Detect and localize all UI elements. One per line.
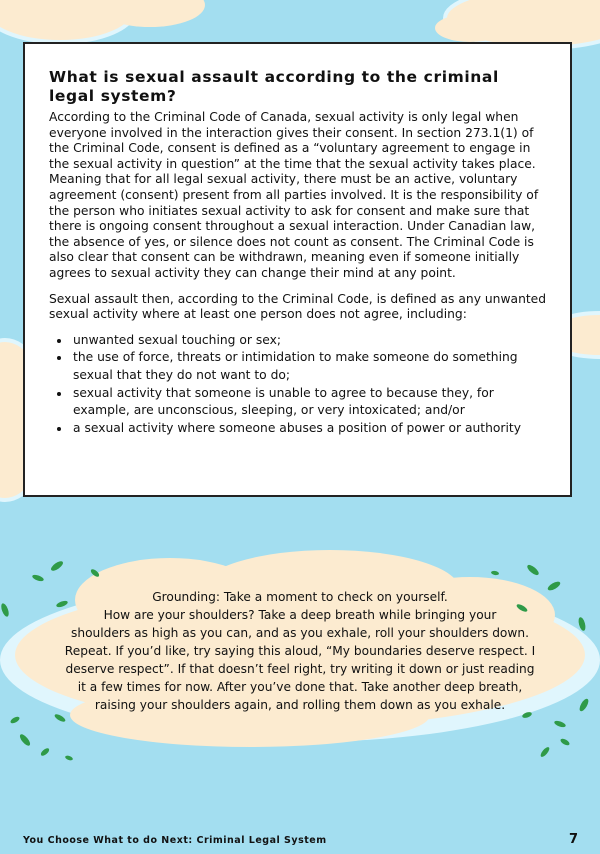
grounding-line: How are your shoulders? Take a deep breath while bringing your: [103, 608, 497, 622]
leaf-icon: [18, 733, 32, 748]
leaf-icon: [40, 747, 51, 757]
card-paragraph-definition: Sexual assault then, according to the Criminal Code, is defined as any unwanted sexual activity where at least one person does not agree, including:: [49, 291, 547, 322]
grounding-line: Repeat. If you’d like, try saying this aloud, “My boundaries deserve respect. I: [64, 644, 536, 658]
bullet-item: • sexual activity that someone is unable to agree to because they, for example, are unconscious, sleeping, or very intoxicated; and/or: [71, 385, 550, 420]
leaf-icon: [32, 574, 45, 583]
leaf-icon: [54, 713, 67, 723]
cloud-top-right: [435, 0, 600, 48]
footer-title: You Choose What to do Next: Criminal Legal System: [23, 835, 327, 846]
bullet-item: • a sexual activity where someone abuses a position of power or authority: [71, 420, 550, 438]
leaf-icon: [577, 616, 586, 631]
leaf-icon: [539, 746, 551, 758]
leaf-icon: [526, 563, 541, 577]
grounding-line: raising your shoulders again, and rolling them down as you exhale.: [94, 698, 506, 712]
leaf-icon: [554, 720, 567, 729]
grounding-exercise: [40, 588, 560, 714]
grounding-line: Grounding: Take a moment to check on yourself.: [152, 590, 448, 604]
leaf-icon: [9, 715, 20, 724]
info-card: [23, 42, 572, 497]
leaf-icon: [578, 697, 590, 712]
grounding-line: deserve respect”. If that doesn’t feel right, try writing it down or just reading: [65, 662, 535, 676]
leaf-icon: [559, 737, 570, 746]
bullet-item: • the use of force, threats or intimidation to make someone do something sexual that they do not want to do;: [71, 349, 550, 384]
leaf-icon: [491, 570, 500, 575]
grounding-line: shoulders as high as you can, and as you exhale, roll your shoulders down.: [71, 626, 529, 640]
bullet-list: [49, 332, 550, 438]
grounding-line: it a few times for now. After you’ve done that. Take another deep breath,: [77, 680, 523, 694]
cloud-top-left: [0, 0, 205, 42]
leaf-icon: [0, 602, 10, 617]
leaf-icon: [50, 560, 65, 573]
card-paragraph-consent: According to the Criminal Code of Canada, sexual activity is only legal when everyone involved in the interaction gives their consent. In section 273.1(1) of the Criminal Code, consent is defined as a “voluntary agreement to engage in the sexual activity in question” at the time that the sexual activity takes place. Meaning that for all legal sexual activity, there must be an active, voluntary agreement (consent) present from all parties involved. It is the responsibility of the person who initiates sexual activity to ask for consent and make sure that there is ongoing consent throughout a sexual interaction. Under Canadian law, the absence of yes, or silence does not count as consent. The Criminal Code is also clear that consent can be withdrawn, meaning even if someone initially agrees to sexual activity they can change their mind at any point.: [49, 110, 539, 280]
card-heading: What is sexual assault according to the criminal legal system?: [49, 68, 499, 105]
bullet-item: • unwanted sexual touching or sex;: [71, 332, 550, 350]
page-number: 7: [568, 832, 578, 847]
leaf-icon: [65, 755, 74, 761]
